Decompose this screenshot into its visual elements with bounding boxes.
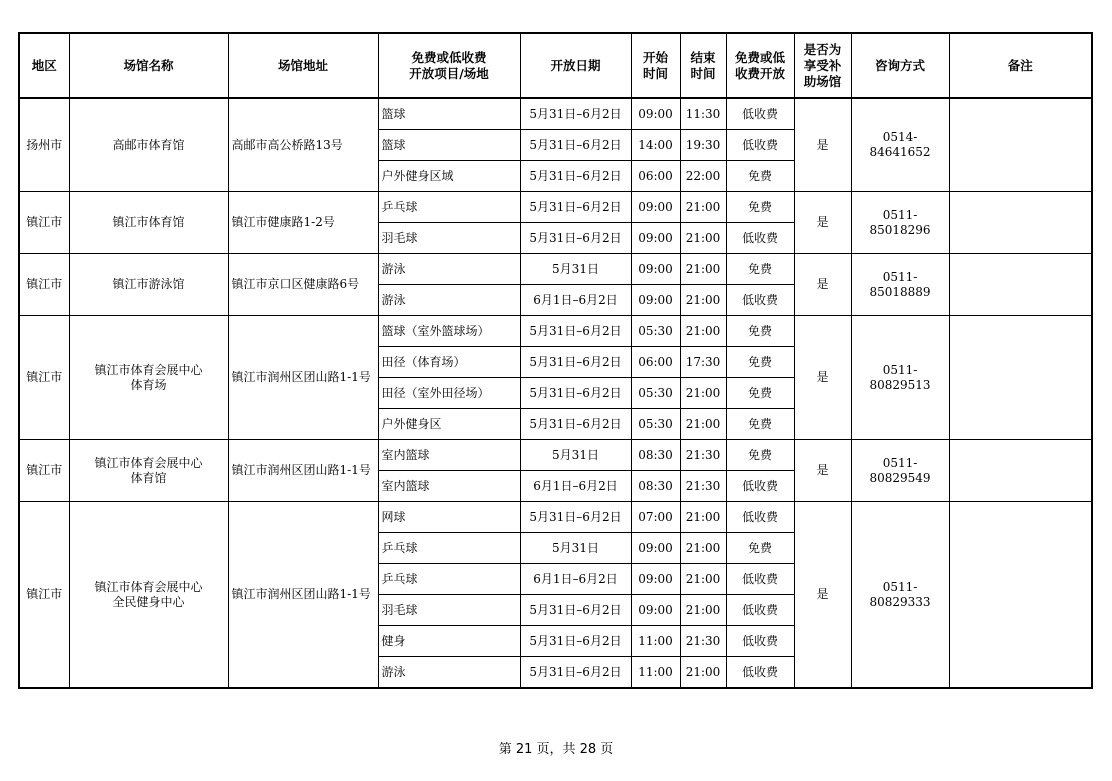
start-time-cell: 09:00 [631,98,680,130]
venue-table [18,32,1093,689]
item-cell: 篮球 [378,130,520,161]
table-row [19,316,1092,347]
page-number: 第 21 页，共 28 页 [498,742,614,757]
header-region: 地区 [19,33,69,98]
item-cell: 游泳 [378,285,520,316]
note-cell [949,192,1092,254]
end-time-cell: 21:00 [680,316,726,347]
subsidy-cell: 是 [794,502,851,689]
table-row [19,192,1092,223]
venue-name-cell: 镇江市体育会展中心 体育馆 [69,440,228,502]
venue-name-cell: 镇江市体育会展中心 全民健身中心 [69,502,228,689]
item-cell: 篮球 [378,98,520,130]
venue-name-cell: 镇江市体育馆 [69,192,228,254]
date-cell: 6月1日–6月2日 [520,471,631,502]
subsidy-cell: 是 [794,192,851,254]
venue-name-cell: 镇江市游泳馆 [69,254,228,316]
start-time-cell: 09:00 [631,285,680,316]
region-cell: 镇江市 [19,316,69,440]
item-cell: 乒乓球 [378,564,520,595]
date-cell: 5月31日–6月2日 [520,161,631,192]
start-time-cell: 06:00 [631,161,680,192]
item-cell: 羽毛球 [378,223,520,254]
start-time-cell: 09:00 [631,564,680,595]
region-cell: 镇江市 [19,440,69,502]
end-time-cell: 21:00 [680,409,726,440]
start-time-cell: 09:00 [631,192,680,223]
start-time-cell: 11:00 [631,626,680,657]
fee-cell: 低收费 [726,626,794,657]
fee-cell: 免费 [726,347,794,378]
table-row [19,502,1092,533]
fee-cell: 低收费 [726,223,794,254]
address-cell: 镇江市润州区团山路1-1号 [228,316,378,440]
header-item: 免费或低收费 开放项目/场地 [378,33,520,98]
date-cell: 5月31日–6月2日 [520,657,631,689]
address-cell: 镇江市润州区团山路1-1号 [228,440,378,502]
end-time-cell: 21:00 [680,595,726,626]
item-cell: 健身 [378,626,520,657]
date-cell: 5月31日–6月2日 [520,347,631,378]
fee-cell: 免费 [726,316,794,347]
date-cell: 5月31日–6月2日 [520,130,631,161]
fee-cell: 免费 [726,161,794,192]
item-cell: 羽毛球 [378,595,520,626]
contact-cell: 0511-80829549 [851,440,949,502]
header-end: 结束 时间 [680,33,726,98]
item-cell: 游泳 [378,254,520,285]
subsidy-cell: 是 [794,440,851,502]
item-cell: 篮球（室外篮球场） [378,316,520,347]
item-cell: 户外健身区域 [378,161,520,192]
item-cell: 网球 [378,502,520,533]
fee-cell: 低收费 [726,564,794,595]
note-cell [949,98,1092,192]
contact-cell: 0511-80829513 [851,316,949,440]
address-cell: 镇江市健康路1-2号 [228,192,378,254]
fee-cell: 免费 [726,192,794,223]
header-subsidy: 是否为 享受补 助场馆 [794,33,851,98]
date-cell: 5月31日 [520,440,631,471]
start-time-cell: 09:00 [631,533,680,564]
date-cell: 5月31日–6月2日 [520,502,631,533]
end-time-cell: 21:00 [680,533,726,564]
item-cell: 室内篮球 [378,471,520,502]
address-cell: 镇江市润州区团山路1-1号 [228,502,378,689]
item-cell: 游泳 [378,657,520,689]
start-time-cell: 05:30 [631,409,680,440]
end-time-cell: 21:00 [680,223,726,254]
item-cell: 田径（体育场） [378,347,520,378]
table-body [19,98,1092,688]
contact-cell: 0511-80829333 [851,502,949,689]
table-row [19,254,1092,285]
end-time-cell: 21:00 [680,192,726,223]
date-cell: 5月31日–6月2日 [520,378,631,409]
end-time-cell: 21:00 [680,254,726,285]
end-time-cell: 19:30 [680,130,726,161]
note-cell [949,316,1092,440]
date-cell: 5月31日–6月2日 [520,223,631,254]
fee-cell: 免费 [726,378,794,409]
item-cell: 田径（室外田径场） [378,378,520,409]
end-time-cell: 11:30 [680,98,726,130]
end-time-cell: 21:00 [680,378,726,409]
fee-cell: 免费 [726,254,794,285]
fee-cell: 低收费 [726,595,794,626]
end-time-cell: 21:30 [680,626,726,657]
start-time-cell: 06:00 [631,347,680,378]
subsidy-cell: 是 [794,98,851,192]
note-cell [949,502,1092,689]
start-time-cell: 11:00 [631,657,680,689]
start-time-cell: 07:00 [631,502,680,533]
end-time-cell: 21:00 [680,502,726,533]
venue-name-cell: 镇江市体育会展中心 体育场 [69,316,228,440]
start-time-cell: 09:00 [631,223,680,254]
venue-name-cell: 高邮市体育馆 [69,98,228,192]
date-cell: 5月31日 [520,254,631,285]
subsidy-cell: 是 [794,254,851,316]
end-time-cell: 21:30 [680,440,726,471]
fee-cell: 低收费 [726,130,794,161]
address-cell: 镇江市京口区健康路6号 [228,254,378,316]
contact-cell: 0511-85018296 [851,192,949,254]
date-cell: 5月31日–6月2日 [520,409,631,440]
header-note: 备注 [949,33,1092,98]
item-cell: 室内篮球 [378,440,520,471]
note-cell [949,254,1092,316]
address-cell: 高邮市高公桥路13号 [228,98,378,192]
contact-cell: 0514-84641652 [851,98,949,192]
fee-cell: 免费 [726,440,794,471]
fee-cell: 免费 [726,533,794,564]
fee-cell: 低收费 [726,98,794,130]
region-cell: 扬州市 [19,98,69,192]
item-cell: 乒乓球 [378,192,520,223]
date-cell: 6月1日–6月2日 [520,285,631,316]
start-time-cell: 08:30 [631,471,680,502]
start-time-cell: 05:30 [631,316,680,347]
end-time-cell: 21:30 [680,471,726,502]
fee-cell: 低收费 [726,285,794,316]
date-cell: 5月31日–6月2日 [520,626,631,657]
header-date: 开放日期 [520,33,631,98]
date-cell: 5月31日–6月2日 [520,595,631,626]
fee-cell: 低收费 [726,471,794,502]
start-time-cell: 09:00 [631,595,680,626]
region-cell: 镇江市 [19,502,69,689]
contact-cell: 0511-85018889 [851,254,949,316]
date-cell: 5月31日 [520,533,631,564]
end-time-cell: 21:00 [680,285,726,316]
start-time-cell: 09:00 [631,254,680,285]
table-row [19,98,1092,130]
fee-cell: 低收费 [726,657,794,689]
date-cell: 5月31日–6月2日 [520,192,631,223]
header-address: 场馆地址 [228,33,378,98]
note-cell [949,440,1092,502]
fee-cell: 免费 [726,409,794,440]
date-cell: 5月31日–6月2日 [520,98,631,130]
end-time-cell: 21:00 [680,657,726,689]
start-time-cell: 08:30 [631,440,680,471]
date-cell: 5月31日–6月2日 [520,316,631,347]
item-cell: 户外健身区 [378,409,520,440]
date-cell: 6月1日–6月2日 [520,564,631,595]
header-start: 开始 时间 [631,33,680,98]
header-fee: 免费或低 收费开放 [726,33,794,98]
header-contact: 咨询方式 [851,33,949,98]
subsidy-cell: 是 [794,316,851,440]
table-header [19,33,1092,98]
end-time-cell: 22:00 [680,161,726,192]
table-row [19,440,1092,471]
region-cell: 镇江市 [19,254,69,316]
fee-cell: 低收费 [726,502,794,533]
end-time-cell: 21:00 [680,564,726,595]
end-time-cell: 17:30 [680,347,726,378]
region-cell: 镇江市 [19,192,69,254]
start-time-cell: 14:00 [631,130,680,161]
item-cell: 乒乓球 [378,533,520,564]
start-time-cell: 05:30 [631,378,680,409]
header-venue: 场馆名称 [69,33,228,98]
